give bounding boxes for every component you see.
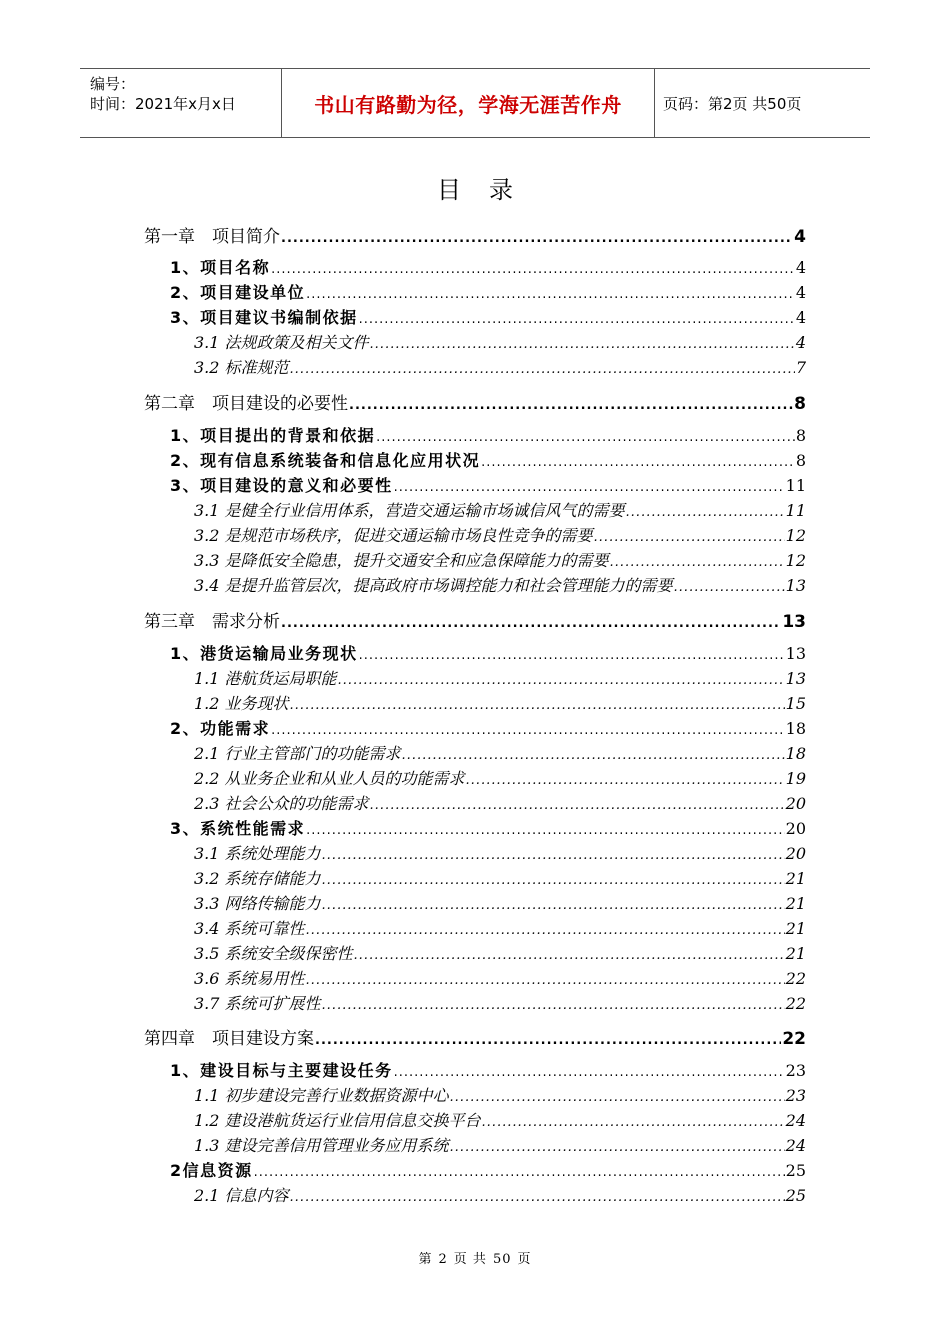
- toc-leader-dots: [338, 673, 785, 688]
- toc-leader-dots: [359, 312, 795, 327]
- toc-leader-dots: [271, 262, 795, 277]
- toc-entry[interactable]: [194, 691, 806, 714]
- toc-entry-page: 19: [785, 769, 806, 788]
- toc-entry[interactable]: [194, 666, 806, 689]
- toc-entry-title: 第二章 项目建设的必要性: [144, 394, 348, 414]
- toc-entry-title: 1.1 港航货运局职能: [194, 669, 337, 688]
- toc-entry-title: 第四章 项目建设方案: [144, 1029, 314, 1049]
- toc-leader-dots: [290, 1190, 785, 1205]
- toc-entry-title: 2、项目建设单位: [170, 283, 306, 302]
- document-header: [80, 68, 870, 138]
- toc-entry-title: 3.4 是提升监管层次，提高政府市场调控能力和社会管理能力的需要: [194, 576, 673, 595]
- toc-entry[interactable]: [194, 355, 806, 378]
- toc-entry[interactable]: [170, 473, 806, 496]
- toc-entry[interactable]: [170, 305, 806, 328]
- toc-leader-dots: [290, 698, 785, 713]
- toc-entry-title: 1、项目提出的背景和依据: [170, 426, 376, 445]
- toc-entry[interactable]: [194, 991, 806, 1014]
- toc-entry-page: 7: [795, 358, 806, 377]
- number-label: 编号：: [90, 75, 136, 93]
- toc-entry-title: 3.7 系统可扩展性: [194, 994, 321, 1013]
- toc-leader-dots: [306, 287, 795, 302]
- header-left-cell: [80, 69, 280, 137]
- toc-entry-title: 2.1 信息内容: [194, 1186, 289, 1205]
- toc-entry-page: 20: [785, 819, 806, 838]
- toc-entry-page: 8: [795, 426, 806, 445]
- toc-entry[interactable]: [194, 548, 806, 571]
- toc-entry-page: 15: [785, 694, 806, 713]
- toc-entry-title: 1.1 初步建设完善行业数据资源中心: [194, 1086, 449, 1105]
- toc-entry-page: 22: [785, 969, 806, 988]
- toc-entry[interactable]: [194, 891, 806, 914]
- toc-entry-page: 4: [795, 283, 806, 302]
- toc-entry-title: 3.2 系统存储能力: [194, 869, 321, 888]
- toc-entry-page: 21: [785, 919, 806, 938]
- toc-entry-title: 3.6 系统易用性: [194, 969, 305, 988]
- toc-leader-dots: [315, 1033, 781, 1048]
- toc-entry[interactable]: [194, 941, 806, 964]
- footer-middle: 页 共: [453, 1252, 487, 1267]
- toc-entry[interactable]: [194, 866, 806, 889]
- toc-entry-title: 3.2 标准规范: [194, 358, 289, 377]
- toc-entry-page: 13: [785, 576, 806, 595]
- toc-entry-page: 4: [794, 227, 806, 247]
- toc-entry-page: 11: [785, 476, 806, 495]
- toc-leader-dots: [450, 1140, 785, 1155]
- toc-entry-page: 11: [785, 501, 806, 520]
- toc-entry[interactable]: [144, 389, 806, 414]
- toc-entry[interactable]: [194, 523, 806, 546]
- toc-entry-page: 22: [785, 994, 806, 1013]
- toc-entry-page: 24: [785, 1136, 806, 1155]
- toc-entry[interactable]: [194, 766, 806, 789]
- toc-entry-page: 12: [785, 526, 806, 545]
- toc-leader-dots: [610, 555, 785, 570]
- toc-entry-page: 13: [782, 612, 806, 632]
- toc-entry-title: 3.3 网络传输能力: [194, 894, 321, 913]
- toc-entry[interactable]: [144, 1024, 806, 1049]
- toc-entry-title: 1.3 建设完善信用管理业务应用系统: [194, 1136, 449, 1155]
- toc-leader-dots: [322, 873, 785, 888]
- toc-leader-dots: [394, 1065, 785, 1080]
- page-info: 页码：第2页 共50页: [663, 94, 802, 113]
- toc-entry-title: 3.1 系统处理能力: [194, 844, 321, 863]
- toc-entry-title: 2.3 社会公众的功能需求: [194, 794, 369, 813]
- toc-entry-title: 3.5 系统安全级保密性: [194, 944, 353, 963]
- footer-suffix: 页: [517, 1252, 532, 1267]
- toc-entry[interactable]: [194, 573, 806, 596]
- toc-entry[interactable]: [170, 1158, 806, 1181]
- toc-entry-title: 2.1 行业主管部门的功能需求: [194, 744, 401, 763]
- motto-text: 书山有路勤为径，学海无涯苦作舟: [314, 92, 622, 117]
- toc-entry-title: 1、港货运输局业务现状: [170, 644, 358, 663]
- toc-entry[interactable]: [194, 330, 806, 353]
- toc-entry[interactable]: [194, 1108, 806, 1131]
- toc-entry-title: 1、建设目标与主要建设任务: [170, 1061, 393, 1080]
- toc-entry-title: 3、系统性能需求: [170, 819, 306, 838]
- toc-leader-dots: [359, 648, 785, 663]
- toc-entry[interactable]: [144, 222, 806, 247]
- toc-leader-dots: [306, 823, 785, 838]
- toc-entry-title: 2、现有信息系统装备和信息化应用状况: [170, 451, 481, 470]
- toc-leader-dots: [322, 898, 785, 913]
- toc-entry-page: 21: [785, 894, 806, 913]
- toc-entry[interactable]: [170, 255, 806, 278]
- toc-entry-title: 3.3 是降低安全隐患，提升交通安全和应急保障能力的需要: [194, 551, 609, 570]
- toc-leader-dots: [370, 798, 785, 813]
- toc-leader-dots: [594, 530, 785, 545]
- toc-leader-dots: [481, 455, 795, 470]
- toc-entry[interactable]: [194, 966, 806, 989]
- toc-leader-dots: [306, 923, 785, 938]
- toc-entry[interactable]: [194, 498, 806, 521]
- toc-entry-page: 13: [785, 669, 806, 688]
- page-footer: [0, 1248, 950, 1267]
- toc-entry-title: 1、项目名称: [170, 258, 271, 277]
- toc-entry-title: 1.2 业务现状: [194, 694, 289, 713]
- toc-entry[interactable]: [144, 607, 806, 632]
- toc-leader-dots: [450, 1090, 785, 1105]
- toc-entry-page: 18: [785, 719, 806, 738]
- toc-entry[interactable]: [194, 741, 806, 764]
- toc-entry[interactable]: [170, 423, 806, 446]
- time-label: 时间：2021年x月x日: [90, 95, 236, 113]
- toc-title: 目录: [437, 176, 541, 204]
- toc-entry-page: 24: [785, 1111, 806, 1130]
- toc-leader-dots: [271, 723, 785, 738]
- toc-entry-title: 3、项目建设的意义和必要性: [170, 476, 393, 495]
- toc-entry[interactable]: [170, 716, 806, 739]
- footer-total-pages: 50: [492, 1252, 512, 1267]
- toc-leader-dots: [482, 1115, 785, 1130]
- toc-leader-dots: [349, 398, 793, 413]
- toc-leader-dots: [674, 580, 785, 595]
- toc-entry-page: 18: [785, 744, 806, 763]
- toc-leader-dots: [394, 480, 785, 495]
- toc-leader-dots: [402, 748, 785, 763]
- toc-leader-dots: [254, 1165, 785, 1180]
- toc-entry[interactable]: [194, 916, 806, 939]
- toc-entry-page: 22: [782, 1029, 806, 1049]
- toc-entry-title: 2信息资源: [170, 1161, 253, 1180]
- toc-entry[interactable]: [170, 448, 806, 471]
- toc-entry-page: 23: [785, 1061, 806, 1080]
- toc-entry-page: 21: [785, 869, 806, 888]
- toc-entry-page: 20: [785, 794, 806, 813]
- toc-entry-page: 8: [794, 394, 806, 414]
- toc-leader-dots: [281, 231, 793, 246]
- header-middle-cell: [281, 69, 655, 137]
- toc-entry-title: 2、功能需求: [170, 719, 271, 738]
- toc-entry-page: 20: [785, 844, 806, 863]
- toc-entry[interactable]: [194, 1183, 806, 1206]
- toc-entry[interactable]: [194, 1133, 806, 1156]
- toc-leader-dots: [466, 773, 785, 788]
- toc-leader-dots: [370, 337, 795, 352]
- toc-entry[interactable]: [170, 641, 806, 664]
- toc-entry-page: 25: [785, 1186, 806, 1205]
- toc-entry-title: 3、项目建议书编制依据: [170, 308, 358, 327]
- toc-entry[interactable]: [194, 1083, 806, 1106]
- header-right-cell: [654, 69, 870, 137]
- toc-entry-title: 1.2 建设港航货运行业信用信息交换平台: [194, 1111, 481, 1130]
- toc-leader-dots: [322, 848, 785, 863]
- toc-entry-title: 第三章 需求分析: [144, 612, 280, 632]
- toc-entry-page: 12: [785, 551, 806, 570]
- toc-entry-page: 8: [795, 451, 806, 470]
- toc-entry-page: 23: [785, 1086, 806, 1105]
- toc-entry[interactable]: [170, 280, 806, 303]
- toc-entry[interactable]: [194, 841, 806, 864]
- toc-entry-title: 3.4 系统可靠性: [194, 919, 305, 938]
- toc-leader-dots: [376, 430, 795, 445]
- toc-entry[interactable]: [194, 791, 806, 814]
- footer-page-number: 2: [438, 1252, 448, 1267]
- toc-leader-dots: [306, 973, 785, 988]
- toc-leader-dots: [290, 362, 795, 377]
- toc-entry-title: 2.2 从业务企业和从业人员的功能需求: [194, 769, 465, 788]
- toc-leader-dots: [626, 505, 785, 520]
- toc-leader-dots: [281, 616, 781, 631]
- toc-entry-page: 4: [795, 333, 806, 352]
- toc-entry-page: 4: [795, 308, 806, 327]
- toc-entry-page: 25: [785, 1161, 806, 1180]
- toc-entry[interactable]: [170, 1058, 806, 1081]
- footer-prefix: 第: [418, 1252, 433, 1267]
- toc-leader-dots: [354, 948, 785, 963]
- toc-entry-page: 4: [795, 258, 806, 277]
- toc-entry-page: 13: [785, 644, 806, 663]
- toc-leader-dots: [322, 998, 785, 1013]
- toc-entry-page: 21: [785, 944, 806, 963]
- toc-entry-title: 第一章 项目简介: [144, 227, 280, 247]
- toc-entry-title: 3.2 是规范市场秩序，促进交通运输市场良性竞争的需要: [194, 526, 593, 545]
- toc-entry[interactable]: [170, 816, 806, 839]
- toc-entry-title: 3.1 法规政策及相关文件: [194, 333, 369, 352]
- toc-entry-title: 3.1 是健全行业信用体系，营造交通运输市场诚信风气的需要: [194, 501, 625, 520]
